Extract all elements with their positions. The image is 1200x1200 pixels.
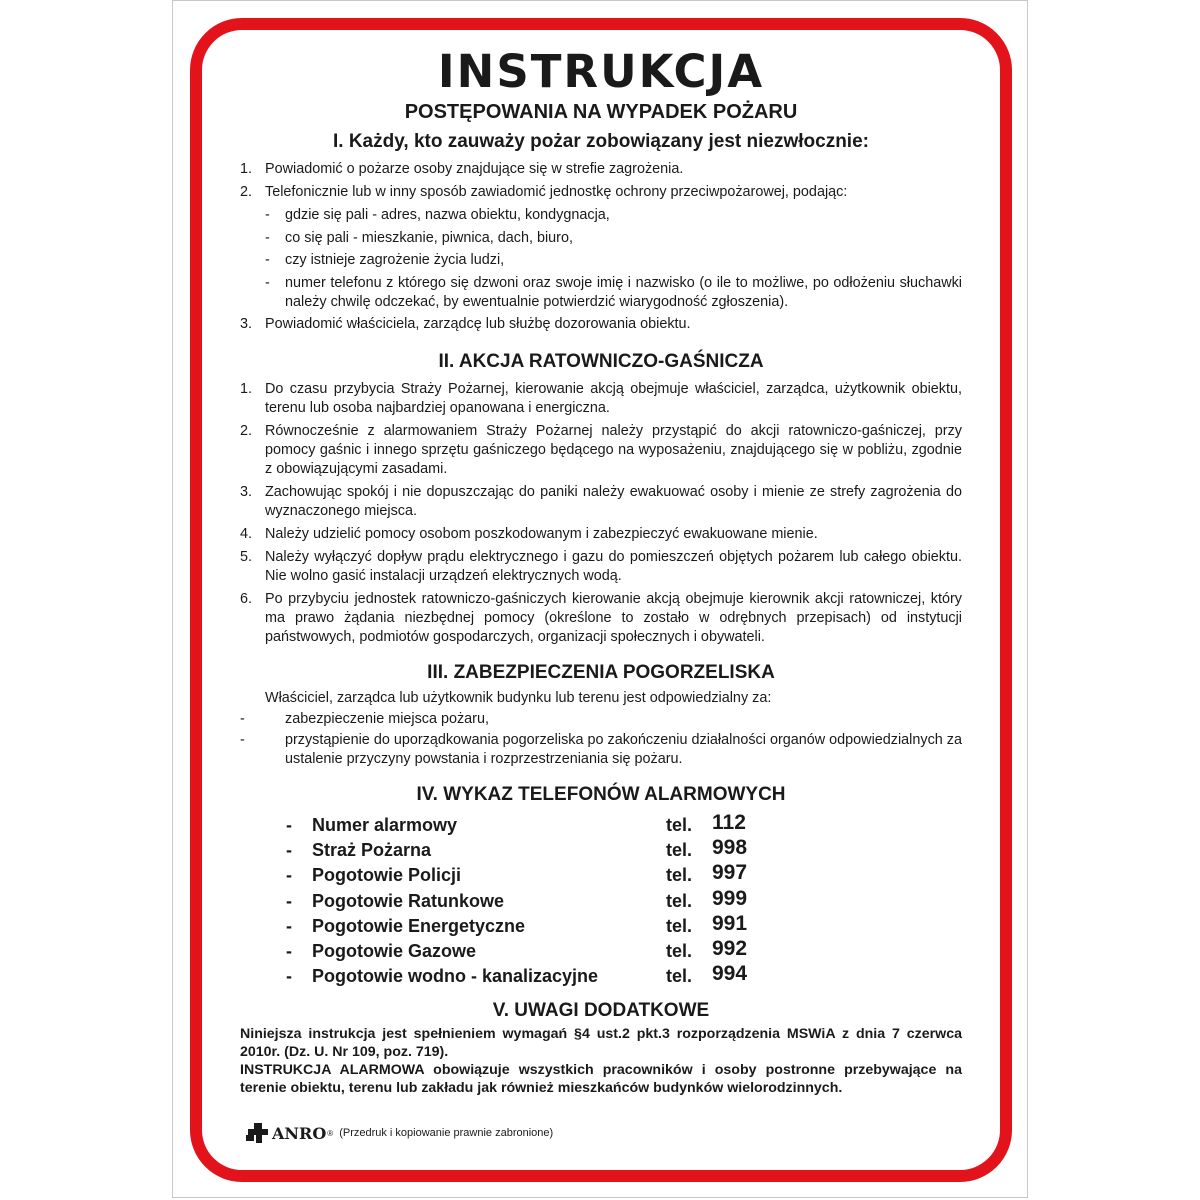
phone-number: 999 <box>712 886 748 910</box>
section-1-heading: I. Każdy, kto zauważy pożar zobowiązany jest niezwłocznie: <box>333 131 869 152</box>
section-2-item <box>240 422 962 479</box>
section-3-line <box>240 710 962 729</box>
dash-bullet: - <box>286 815 292 835</box>
section-1-item-3 <box>240 315 962 334</box>
section-1-item-2 <box>240 183 962 202</box>
phone-service-name: Pogotowie wodno - kanalizacyjne <box>312 966 599 987</box>
section-5-paragraph: Niniejsza instrukcja jest spełnieniem wymagań §4 ust.2 pkt.3 rozporządzenia MSWiA z dnia 7 czerwca 2010r. (Dz. U. Nr 109, poz. 719). <box>240 1026 962 1061</box>
dash-bullet: - <box>240 732 245 748</box>
item-number: 6. <box>240 591 253 607</box>
item-text: Należy wyłączyć dopływ prądu elektrycznego i gazu do pomieszczeń objętych pożarem lub całego obiektu. Nie wolno gasić instalacji urządzeń elektrycznych wodą. <box>265 549 962 584</box>
anro-logo-icon <box>246 1123 270 1143</box>
item-text: Równocześnie z alarmowaniem Straży Pożarnej należy przystąpić do akcji ratowniczo-gaśniczej, przy pomocy gaśnic i innego sprzętu gaśniczego będącego na wyposażeniu, znajdującego się w pobliżu, zgodnie z obowiązującymi zasadami. <box>265 423 962 477</box>
section-3-intro: Właściciel, zarządca lub użytkownik budynku lub terenu jest odpowiedzialny za: <box>265 690 772 706</box>
dash-bullet: - <box>286 940 292 961</box>
subitem-text: gdzie się pali - adres, nazwa obiektu, kondygnacja, <box>285 207 610 223</box>
phone-service-name: Pogotowie Policji <box>312 865 462 886</box>
item-number: 1. <box>240 161 253 177</box>
tel-label: tel. <box>666 966 693 987</box>
dash-bullet: - <box>265 252 270 268</box>
dash-bullet: - <box>286 840 292 861</box>
phone-service-name: Numer alarmowy <box>312 815 458 835</box>
dash-bullet: - <box>286 865 292 886</box>
tel-label: tel. <box>666 890 693 911</box>
section-1-subitem <box>240 251 962 270</box>
item-number: 5. <box>240 549 253 565</box>
item-text: Powiadomić o pożarze osoby znajdujące się w strefie zagrożenia. <box>265 161 684 177</box>
tel-label: tel. <box>666 840 693 861</box>
section-3-heading: III. ZABEZPIECZENIA POGORZELISKA <box>427 662 775 683</box>
registered-mark: ® <box>327 1128 334 1138</box>
section-1-item-1 <box>240 160 962 179</box>
section-2-item <box>240 548 962 586</box>
tel-label: tel. <box>666 865 693 886</box>
phone-row <box>240 912 962 937</box>
instruction-content <box>240 44 962 1097</box>
dash-bullet: - <box>265 207 270 223</box>
item-text: Należy udzielić pomocy osobom poszkodowanym i zabezpieczyć ewakuowane mienie. <box>265 526 818 542</box>
phone-number: 992 <box>712 936 748 960</box>
subitem-text: czy istnieje zagrożenie życia ludzi, <box>285 252 505 268</box>
dash-bullet: - <box>240 711 245 727</box>
item-text: Powiadomić właściciela, zarządcę lub służbę dozorowania obiektu. <box>265 316 691 332</box>
item-text: Zachowując spokój i nie dopuszczając do paniki należy ewakuować osoby i mienie ze strefy zagrożenia do wyznaczonego miejsca. <box>265 484 962 519</box>
item-number: 1. <box>240 381 253 397</box>
logo-text: ANRO <box>272 1123 327 1143</box>
item-number: 4. <box>240 526 253 542</box>
section-5-paragraph: INSTRUKCJA ALARMOWA obowiązuje wszystkich pracowników i osoby postronne przebywające na terenie obiektu, terenu lub zakładu jak również mieszkańców budynków wielorodzinnych. <box>240 1062 962 1097</box>
item-number: 2. <box>240 423 253 439</box>
section-1-subitem <box>240 229 962 248</box>
phone-service-name: Pogotowie Gazowe <box>312 940 477 961</box>
dash-bullet: - <box>265 229 270 246</box>
phone-number: 998 <box>712 836 748 860</box>
item-number: 3. <box>240 316 253 332</box>
item-text: Do czasu przybycia Straży Pożarnej, kierowanie akcją obejmuje właściciel, zarządca, użytkownik obiektu, terenu lub osoba najbardziej opanowana i energiczna. <box>265 381 962 416</box>
tel-label: tel. <box>666 815 693 835</box>
item-number: 3. <box>240 484 253 500</box>
phone-row <box>240 937 962 962</box>
section-2-item <box>240 380 962 418</box>
section-2-item <box>240 590 962 647</box>
tel-label: tel. <box>666 940 693 961</box>
section-1-subitem <box>240 274 962 312</box>
line-text: zabezpieczenie miejsca pożaru, <box>285 711 489 727</box>
dash-bullet: - <box>265 274 270 291</box>
section-3-line <box>240 731 962 769</box>
section-4-heading: IV. WYKAZ TELEFONÓW ALARMOWYCH <box>416 784 786 805</box>
page-subtitle: POSTĘPOWANIA NA WYPADEK POŻARU <box>404 101 798 123</box>
phone-service-name: Pogotowie Ratunkowe <box>312 890 505 911</box>
section-2-heading: II. AKCJA RATOWNICZO-GAŚNICZA <box>438 351 764 372</box>
dash-bullet: - <box>286 966 292 987</box>
line-text: przystąpienie do uporządkowania pogorzeliska po zakończeniu działalności organów odpowiedzialnych za ustalenie przyczyny powstania i rozprzestrzeniania się pożaru. <box>285 732 962 767</box>
anro-logo <box>246 1123 333 1143</box>
phone-row <box>240 811 962 836</box>
phone-row <box>240 887 962 912</box>
page-title: INSTRUKCJA <box>437 45 765 98</box>
section-1-subitem <box>240 206 962 225</box>
copyright-note: (Przedruk i kopiowanie prawnie zabronione) <box>339 1127 554 1139</box>
section-2-item <box>240 483 962 521</box>
phone-row <box>240 836 962 861</box>
subitem-text: numer telefonu z którego się dzwoni oraz swoje imię i nazwisko (o ile to możliwe, po odłożeniu słuchawki należy chwilę odczekać, by ewentualnie potwierdzić wiarygodność zgłoszenia). <box>285 274 962 310</box>
footer <box>246 1122 553 1144</box>
section-5-heading: V. UWAGI DODATKOWE <box>492 1000 710 1022</box>
subitem-text: co się pali - mieszkanie, piwnica, dach, biuro, <box>285 229 573 246</box>
dash-bullet: - <box>286 915 292 936</box>
item-text: Po przybyciu jednostek ratowniczo-gaśniczych kierowanie akcją obejmuje kierownik akcji ratowniczej, który ma prawo żądania niezbędnej pomocy (określone to zostało w odrębnych przepisach) od instytucji państwowych, podmiotów gospodarczych, organizacji społecznych i obywateli. <box>265 591 962 645</box>
phone-number: 997 <box>712 861 748 885</box>
phone-service-name: Pogotowie Energetyczne <box>312 915 526 936</box>
phone-service-name: Straż Pożarna <box>312 840 432 861</box>
phone-number: 991 <box>712 911 748 935</box>
phone-number: 994 <box>712 962 748 986</box>
section-2-item <box>240 525 962 544</box>
phone-row <box>240 962 962 987</box>
phone-list <box>240 811 962 987</box>
phone-row <box>240 861 962 886</box>
item-text: Telefonicznie lub w inny sposób zawiadomić jednostkę ochrony przeciwpożarowej, podając: <box>265 184 848 200</box>
dash-bullet: - <box>286 890 292 911</box>
tel-label: tel. <box>666 915 693 936</box>
phone-number: 112 <box>712 811 746 834</box>
item-number: 2. <box>240 184 253 200</box>
